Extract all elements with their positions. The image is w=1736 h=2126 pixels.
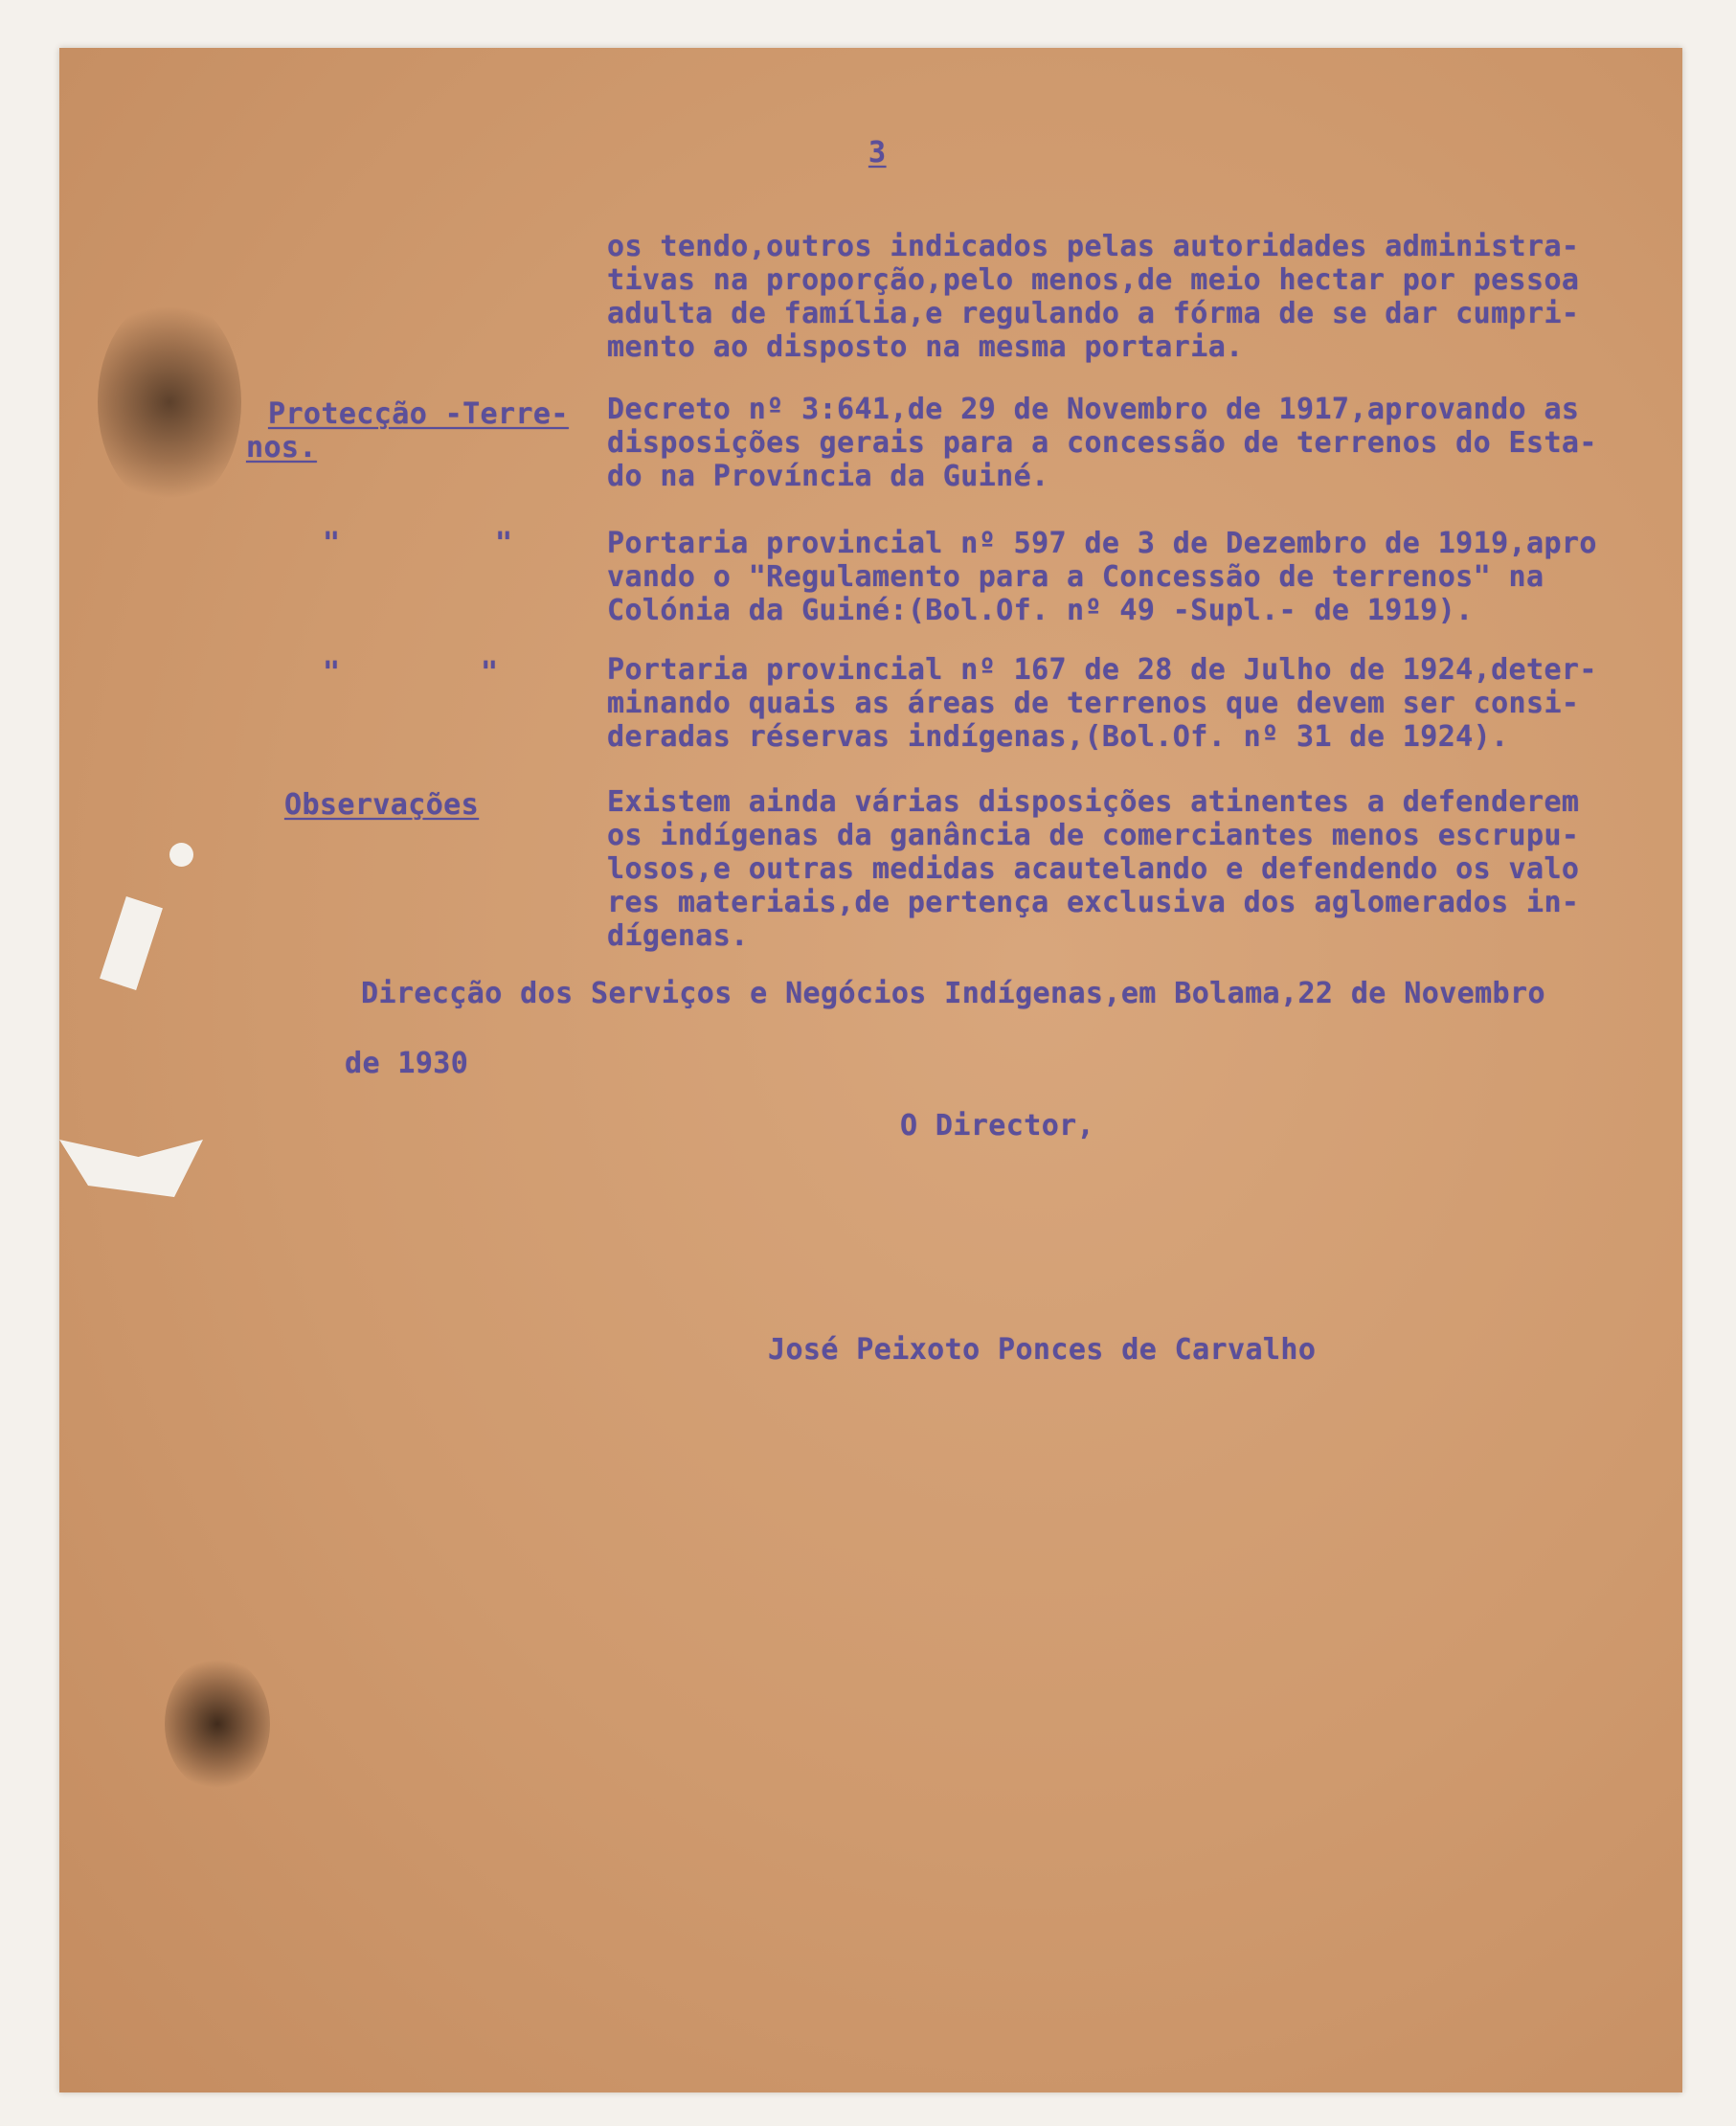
- text-line: losos,e outras medidas acautelando e defendendo os valo: [607, 852, 1580, 886]
- text-line: adulta de família,e regulando a fórma de se dar cumpri-: [607, 297, 1580, 330]
- text-line: Colónia da Guiné:(Bol.Of. nº 49 -Supl.- de 1919).: [607, 594, 1474, 627]
- place-date-line: Direcção dos Serviços e Negócios Indígenas,em Bolama,22 de Novembro: [361, 977, 1545, 1010]
- text-line: Portaria provincial nº 167 de 28 de Julho de 1924,deter-: [607, 653, 1597, 687]
- document-page: [59, 48, 1682, 2092]
- burn-stain: [165, 1657, 270, 1791]
- text-line: deradas réservas indígenas,(Bol.Of. nº 31 de 1924).: [607, 720, 1509, 754]
- text-line: disposições gerais para a concessão de terrenos do Esta-: [607, 426, 1597, 460]
- text-line: vando o "Regulamento para a Concessão de terrenos" na: [607, 560, 1544, 594]
- section-label: nos.: [246, 431, 317, 464]
- text-line: Portaria provincial nº 597 de 3 de Dezembro de 1919,apro: [607, 527, 1597, 560]
- page-number: 3: [868, 136, 887, 170]
- section-label: Observações: [284, 788, 480, 822]
- text-line: res materiais,de pertença exclusiva dos aglomerados in-: [607, 886, 1580, 919]
- burn-stain: [98, 297, 241, 508]
- paper-tear: [59, 1140, 203, 1197]
- section-label: Protecção -Terre-: [268, 397, 569, 431]
- place-date-line: de 1930: [345, 1047, 469, 1080]
- text-line: dígenas.: [607, 919, 749, 953]
- text-line: Existem ainda várias disposições atinentes a defenderem: [607, 785, 1580, 819]
- signatory-title: O Director,: [900, 1109, 1095, 1142]
- text-line: mento ao disposto na mesma portaria.: [607, 330, 1244, 364]
- paper-tear: [100, 896, 163, 990]
- signatory-name: José Peixoto Ponces de Carvalho: [768, 1333, 1317, 1367]
- ditto-mark: ": [481, 656, 499, 690]
- text-line: do na Província da Guiné.: [607, 460, 1049, 493]
- paper-hole: [169, 843, 193, 867]
- text-line: minando quais as áreas de terrenos que devem ser consi-: [607, 687, 1580, 720]
- text-line: os indígenas da ganância de comerciantes menos escrupu-: [607, 819, 1580, 852]
- text-line: Decreto nº 3:641,de 29 de Novembro de 1917,aprovando as: [607, 393, 1580, 426]
- ditto-mark: ": [495, 527, 513, 560]
- text-line: tivas na proporção,pelo menos,de meio hectar por pessoa: [607, 263, 1580, 297]
- ditto-mark: ": [323, 527, 341, 560]
- text-line: os tendo,outros indicados pelas autoridades administra-: [607, 230, 1580, 263]
- ditto-mark: ": [323, 656, 341, 690]
